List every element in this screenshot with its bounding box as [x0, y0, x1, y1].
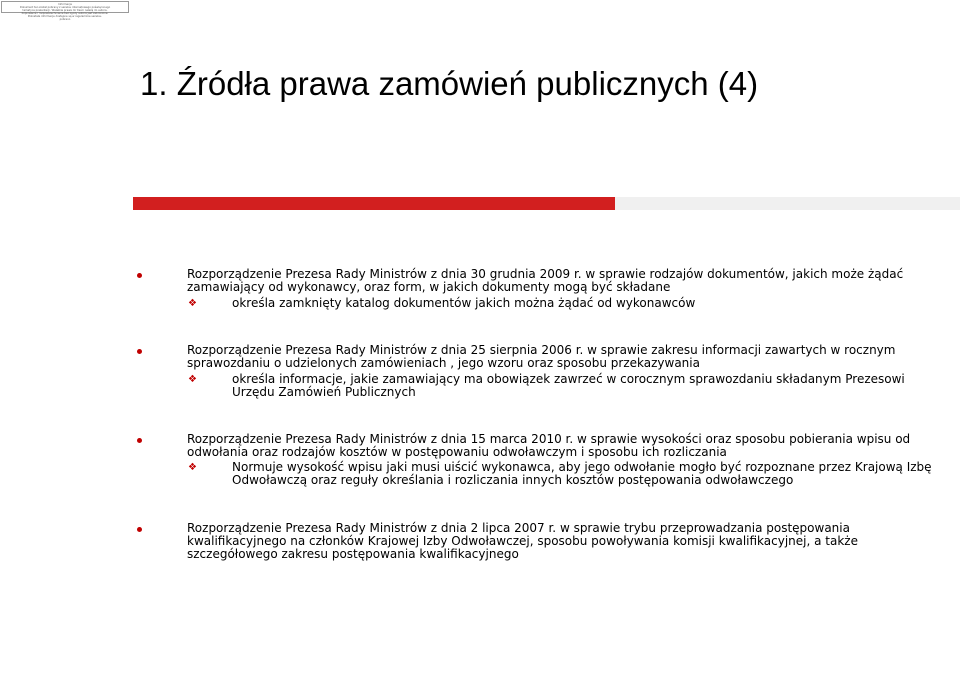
stamp-line: Informacja: [58, 3, 72, 6]
regulation-description: określa zamknięty katalog dokumentów jakich można żądać od wykonawców: [232, 296, 696, 310]
stamp-line: tematyce prezentacji. Wszelkie prawa do treści należą do autora.: [22, 9, 108, 12]
regulation-title: Rozporządzenie Prezesa Rady Ministrów z dnia 2 lipca 2007 r. w sprawie trybu przeprowadzania postępowania kwalifikacyjnego na członków Krajowej Izby Odwoławczej, sposobu powoływania komisji kwalifikacyjnej, a także szczegółowego zakresu postępowania kwalifikacyjnego: [187, 521, 858, 561]
regulation-title: Rozporządzenie Prezesa Rady Ministrów z dnia 30 grudnia 2009 r. w sprawie rodzajów dokumentów, jakich może żądać zamawiający od wykonawcy, oraz form, w jakich dokumenty mogą być składane: [187, 267, 904, 294]
bullet-dot-icon: [137, 527, 142, 532]
bullet-dot-icon: [137, 273, 142, 278]
document-info-stamp: [1, 1, 129, 21]
bullet-dot-icon: [137, 349, 142, 354]
stamp-line: Pozostałe informacje dostępne są w regulaminie serwisu.: [27, 15, 103, 18]
diamond-bullet-icon: ❖: [188, 298, 197, 309]
regulation-description: Normuje wysokość wpisu jaki musi uiścić wykonawca, aby jego odwołanie mogło być rozpoznane przez Krajową Izbę Odwoławczą oraz reguły określania i rozliczania innych kosztów postępowania odwoławczego: [232, 460, 932, 487]
bullet-dot-icon: [137, 438, 142, 443]
diamond-bullet-icon: ❖: [188, 374, 197, 385]
regulation-title: Rozporządzenie Prezesa Rady Ministrów z dnia 15 marca 2010 r. w sprawie wysokości oraz sposobu pobierania wpisu od odwołania oraz rodzajów kosztów w postępowaniu odwoławczym i sposobu ich rozliczania: [187, 432, 911, 459]
stamp-line: Dokument ten został pobrany z serwisu internetowego poświęconego: [19, 6, 111, 9]
stamp-line: pobrano: [59, 18, 71, 21]
diamond-bullet-icon: ❖: [188, 462, 197, 473]
regulation-title: Rozporządzenie Prezesa Rady Ministrów z dnia 25 sierpnia 2006 r. w sprawie zakresu informacji zawartych w rocznym sprawozdaniu o udzielonych zamówieniach , jego wzoru oraz sposobu przekazywania: [187, 343, 896, 370]
stamp-line: Kopiowanie i rozpowszechnianie bez zgody autora jest zabronione.: [21, 12, 109, 15]
slide-title: 1. Źródła prawa zamówień publicznych (4): [140, 65, 759, 102]
title-underline-accent: [133, 197, 615, 210]
regulation-description: określa informacje, jakie zamawiający ma obowiązek zawrzeć w corocznym sprawozdaniu składanym Prezesowi Urzędu Zamówień Publicznych: [232, 372, 905, 399]
